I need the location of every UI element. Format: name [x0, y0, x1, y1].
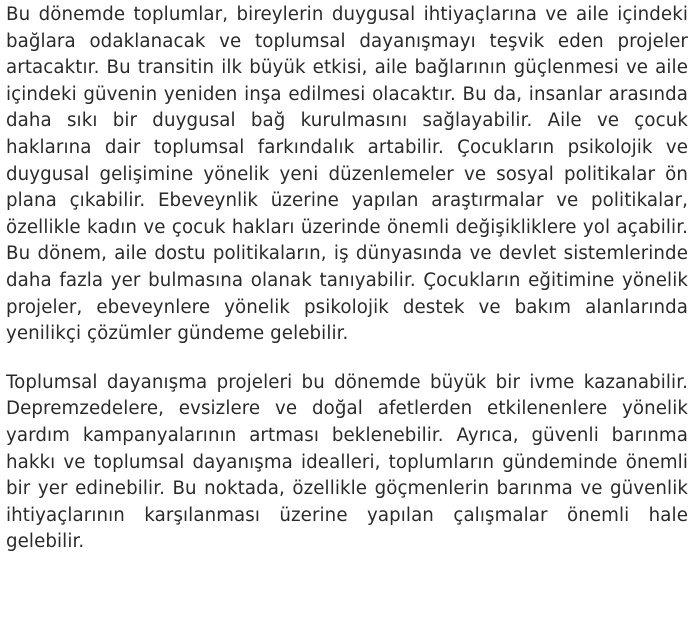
document-body	[6, 2, 688, 556]
paragraph-2: Toplumsal dayanışma projeleri bu dönemde büyük bir ivme kazanabilir. Depremzedelere, evsizlere ve doğal afetlerden etkilenenlere yönelik yardım kampanyalarının artması beklenebilir. Ayrıca, güvenli barınma hakkı ve toplumsal dayanışma idealleri, toplumların gündeminde önemli bir yer edinebilir. Bu noktada, özellikle göçmenlerin barınma ve güvenlik ihtiyaçlarının karşılanması üzerine yapılan çalışmalar önemli hale gelebilir.	[6, 371, 688, 553]
paragraph-1: Bu dönemde toplumlar, bireylerin duygusal ihtiyaçlarına ve aile içindeki bağlara odaklanacak ve toplumsal dayanışmayı teşvik eden projeler artacaktır. Bu transitin ilk büyük etkisi, aile bağlarının güçlenmesi ve aile içindeki güvenin yeniden inşa edilmesi olacaktır. Bu da, insanlar arasında daha sıkı bir duygusal bağ kurulmasını sağlayabilir. Aile ve çocuk haklarına dair toplumsal farkındalık artabilir. Çocukların psikolojik ve duygusal gelişimine yönelik yeni düzenlemeler ve sosyal politikalar ön plana çıkabilir. Ebeveynlik üzerine yapılan araştırmalar ve politikalar, özellikle kadın ve çocuk hakları üzerinde önemli değişikliklere yol açabilir. Bu dönem, aile dostu politikaların, iş dünyasında ve devlet sistemlerinde daha fazla yer bulmasına olanak tanıyabilir. Çocukların eğitimine yönelik projeler, ebeveynlere yönelik psikolojik destek ve bakım alanlarında yenilikçi çözümler gündeme gelebilir.	[6, 4, 688, 345]
